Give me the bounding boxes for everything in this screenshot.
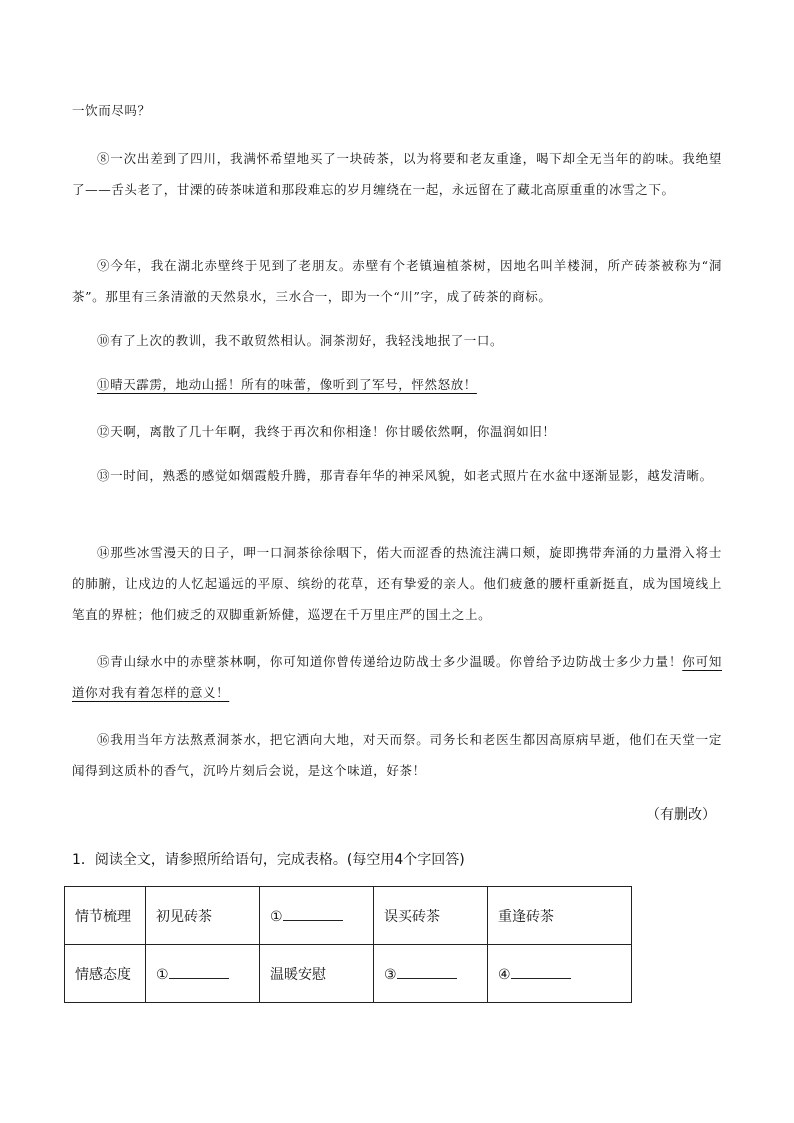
paragraph-11 xyxy=(72,369,722,400)
paragraph-14: ⑭那些冰雪漫天的日子，呷一口洞茶徐徐咽下，偌大而涩香的热流注满口颊，旋即携带奔涌的力量滑入将士的肺腑，让戍边的人忆起遥远的平原、缤纷的花草，还有挚爱的亲人。他们疲惫的腰杆重新挺直，成为国境线上笔直的界桩；他们疲乏的双脚重新矫健，巡逻在千万里庄严的国土之上。 xyxy=(72,545,722,622)
answer-blank[interactable] xyxy=(511,964,571,979)
answer-blank[interactable] xyxy=(283,906,343,921)
underlined-sentence-11: ⑪晴天霹雳，地动山摇！所有的味蕾，像听到了军号，怦然怒放！ xyxy=(97,377,477,392)
table-cell-header: 情节梳理 xyxy=(65,887,146,945)
table-row xyxy=(65,945,632,1003)
answer-blank[interactable] xyxy=(169,964,229,979)
answer-blank[interactable] xyxy=(397,964,457,979)
table-cell-blank[interactable] xyxy=(374,945,488,1003)
table-cell: 初见砖茶 xyxy=(146,887,260,945)
blank-marker: ① xyxy=(270,909,283,925)
blank-marker: ④ xyxy=(498,967,511,983)
table-cell-blank[interactable] xyxy=(488,945,632,1003)
paragraph-9: ⑨今年，我在湖北赤壁终于见到了老朋友。赤壁有个老镇遍植茶树，因地名叫羊楼洞，所产砖茶被称为“洞茶”。那里有三条清澈的天然泉水，三水合一，即为一个“川”字，成了砖茶的商标。 xyxy=(72,258,722,304)
paragraph-continuation: 一饮而尽吗？ xyxy=(72,103,151,118)
answer-table xyxy=(64,886,632,1003)
underlined-sentence-15: 你可知道你对我有着怎样的意义！ xyxy=(72,654,722,700)
question-1: 1．阅读全文，请参照所给语句，完成表格。(每空用4个字回答) xyxy=(72,852,465,868)
table-row xyxy=(65,887,632,945)
paragraph-10: ⑩有了上次的教训，我不敢贸然相认。洞茶沏好，我轻浅地抿了一口。 xyxy=(97,333,504,348)
table-cell: 误买砖茶 xyxy=(374,887,488,945)
table-cell: 温暖安慰 xyxy=(260,945,374,1003)
source-note: （有删改） xyxy=(646,807,716,823)
paragraph-8: ⑧一次出差到了四川，我满怀希望地买了一块砖茶，以为将要和老友重逢，喝下却全无当年的韵味。我绝望了——舌头老了，甘溧的砖茶味道和那段难忘的岁月缠绕在一起，永远留在了藏北高原重重的冰雪之下。 xyxy=(72,151,722,197)
blank-marker: ① xyxy=(156,967,169,983)
table-cell-blank[interactable] xyxy=(146,945,260,1003)
paragraph-13: ⑬一时间，熟悉的感觉如烟霞般升腾，那青春年华的神采风貌，如老式照片在水盆中逐渐显影，越发清晰。 xyxy=(97,468,713,483)
paragraph-12: ⑫天啊，离散了几十年啊，我终于再次和你相逢！你甘暖依然啊，你温润如旧！ xyxy=(97,424,556,439)
paragraph-15-text: ⑮青山绿水中的赤壁茶林啊，你可知道你曾传递给边防战士多少温暖。你曾给予边防战士多少力量！ xyxy=(97,654,683,669)
paragraph-16: ⑯我用当年方法熬煮洞茶水，把它洒向大地，对天而祭。司务长和老医生都因高原病早逝，他们在天堂一定闻得到这质朴的香气，沉吟片刻后会说，是这个味道，好茶！ xyxy=(72,732,722,778)
blank-marker: ③ xyxy=(384,967,397,983)
table-cell: 重逢砖茶 xyxy=(488,887,632,945)
paragraph-15 xyxy=(72,646,722,708)
table-cell-blank[interactable] xyxy=(260,887,374,945)
table-cell-header: 情感态度 xyxy=(65,945,146,1003)
